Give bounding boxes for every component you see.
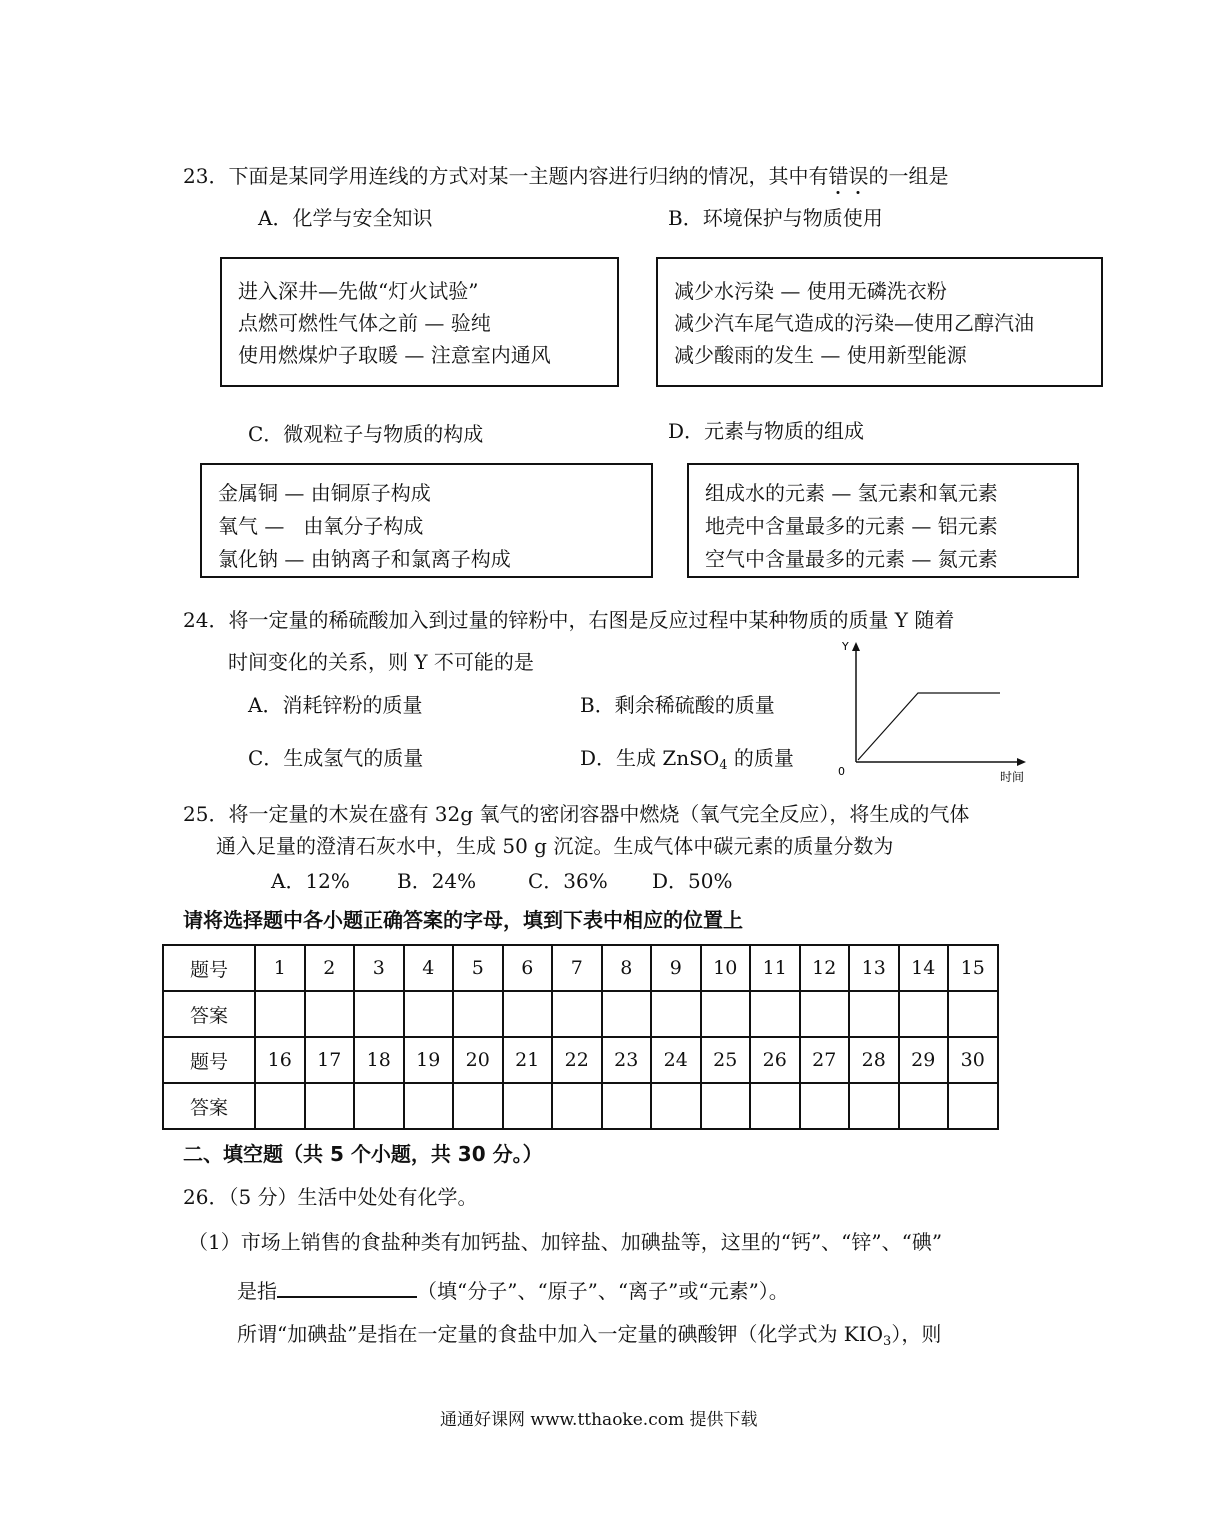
answer-cell[interactable] — [849, 1083, 899, 1129]
question-number-cell: 1 — [255, 945, 305, 991]
answer-cell[interactable] — [552, 1083, 602, 1129]
answer-cell[interactable] — [750, 991, 800, 1037]
answer-cell[interactable] — [750, 1083, 800, 1129]
question-number-cell: 14 — [899, 945, 949, 991]
q23-option-a-label: A．化学与安全知识 — [258, 206, 433, 230]
q25-option-a: A．12% — [271, 869, 350, 893]
answer-cell[interactable] — [453, 991, 503, 1037]
answer-cell[interactable] — [849, 991, 899, 1037]
q24-option-a: A．消耗锌粉的质量 — [248, 693, 423, 717]
question-number-cell: 12 — [800, 945, 850, 991]
question-number-cell: 7 — [552, 945, 602, 991]
question-number-cell: 29 — [899, 1037, 949, 1083]
q24-line-1: 24．将一定量的稀硫酸加入到过量的锌粉中，右图是反应过程中某种物质的质量 Y 随着 — [183, 608, 955, 632]
q23-option-a-box — [220, 257, 619, 387]
q23-stem-emphasis: 错误 — [828, 164, 869, 188]
q23-a-line-3: 使用燃煤炉子取暖 — 注意室内通风 — [238, 343, 551, 367]
answer-cell[interactable] — [404, 1083, 454, 1129]
question-number-cell: 30 — [948, 1037, 998, 1083]
answer-cell[interactable] — [602, 991, 652, 1037]
question-number-cell: 10 — [701, 945, 751, 991]
q26-1-line-3: 所谓“加碘盐”是指在一定量的食盐中加入一定量的碘酸钾（化学式为 $KIO_3$），则 — [237, 1322, 942, 1349]
answer-cell[interactable] — [503, 1083, 553, 1129]
q25-line-2: 通入足量的澄清石灰水中，生成 50 g 沉淀。生成气体中碳元素的质量分数为 — [216, 834, 894, 858]
answer-cell[interactable] — [899, 1083, 949, 1129]
question-number-cell: 8 — [602, 945, 652, 991]
answer-cell[interactable] — [701, 1083, 751, 1129]
answer-cell[interactable] — [602, 1083, 652, 1129]
q24-graph-x-arrow — [1017, 758, 1026, 766]
answer-cell[interactable] — [800, 1083, 850, 1129]
q23-d-line-1: 组成水的元素 — 氢元素和氧元素 — [705, 481, 998, 505]
question-number-cell: 16 — [255, 1037, 305, 1083]
answer-cell[interactable] — [899, 991, 949, 1037]
q24-option-b: B．剩余稀硫酸的质量 — [580, 693, 775, 717]
q23-d-line-2: 地壳中含量最多的元素 — 铝元素 — [705, 514, 998, 538]
table-row — [163, 945, 998, 991]
question-number-cell: 25 — [701, 1037, 751, 1083]
answer-cell[interactable] — [305, 991, 355, 1037]
row-label-answer: 答案 — [163, 1083, 255, 1129]
q26-title: 26．（5 分）生活中处处有化学。 — [183, 1185, 478, 1209]
question-number-cell: 23 — [602, 1037, 652, 1083]
answer-cell[interactable] — [503, 991, 553, 1037]
q23-a-line-2: 点燃可燃性气体之前 — 验纯 — [238, 311, 491, 335]
q23-option-c-label: C．微观粒子与物质的构成 — [248, 422, 484, 446]
question-number-cell: 17 — [305, 1037, 355, 1083]
question-number-cell: 3 — [354, 945, 404, 991]
q26-1-answer-blank[interactable] — [277, 1276, 417, 1298]
question-number-cell: 28 — [849, 1037, 899, 1083]
answer-cell[interactable] — [354, 1083, 404, 1129]
answer-table — [162, 944, 999, 1130]
q25-option-d: D．50% — [652, 869, 733, 893]
answer-cell[interactable] — [800, 991, 850, 1037]
answer-cell[interactable] — [948, 991, 998, 1037]
table-row — [163, 1083, 998, 1129]
question-number-cell: 9 — [651, 945, 701, 991]
q23-option-b-box — [656, 257, 1103, 387]
q24-option-d: D．生成 ZnSO$_4$ 的质量 — [580, 746, 794, 773]
q23-option-b-label: B．环境保护与物质使用 — [668, 206, 883, 230]
q23-d-line-3: 空气中含量最多的元素 — 氮元素 — [705, 547, 998, 571]
question-number-cell: 19 — [404, 1037, 454, 1083]
row-label-answer: 答案 — [163, 991, 255, 1037]
question-number-cell: 5 — [453, 945, 503, 991]
table-row — [163, 1037, 998, 1083]
question-number-cell: 26 — [750, 1037, 800, 1083]
q24-option-c: C．生成氢气的质量 — [248, 746, 424, 770]
q23-option-c-box — [200, 463, 653, 578]
q25-line-1: 25．将一定量的木炭在盛有 32g 氧气的密闭容器中燃烧（氧气完全反应），将生成的气体 — [183, 802, 970, 826]
answer-cell[interactable] — [255, 1083, 305, 1129]
section-2-title: 二、填空题（共 5 个小题，共 30 分。） — [183, 1142, 543, 1166]
question-number-cell: 4 — [404, 945, 454, 991]
q23-a-line-1: 进入深井—先做“灯火试验” — [238, 279, 479, 303]
question-number-cell: 2 — [305, 945, 355, 991]
q24-graph-y-arrow — [852, 642, 860, 651]
question-number-cell: 13 — [849, 945, 899, 991]
q23-stem: 23．下面是某同学用连线的方式对某一主题内容进行归纳的情况，其中有错误的一组是 — [183, 164, 949, 188]
q23-c-line-1: 金属铜 — 由铜原子构成 — [218, 481, 431, 505]
answer-cell[interactable] — [651, 1083, 701, 1129]
answer-cell[interactable] — [255, 991, 305, 1037]
question-number-cell: 22 — [552, 1037, 602, 1083]
q23-option-d-box — [687, 463, 1079, 578]
row-label-question: 题号 — [163, 945, 255, 991]
q24-line-2: 时间变化的关系，则 Y 不可能的是 — [228, 650, 534, 674]
answer-cell[interactable] — [701, 991, 751, 1037]
question-number-cell: 11 — [750, 945, 800, 991]
q23-option-d-label: D．元素与物质的组成 — [668, 419, 865, 443]
answer-cell[interactable] — [305, 1083, 355, 1129]
question-number-cell: 20 — [453, 1037, 503, 1083]
question-number-cell: 18 — [354, 1037, 404, 1083]
answer-cell[interactable] — [404, 991, 454, 1037]
question-number-cell: 6 — [503, 945, 553, 991]
q24-graph — [830, 636, 1030, 786]
answer-cell[interactable] — [948, 1083, 998, 1129]
q23-b-line-3: 减少酸雨的发生 — 使用新型能源 — [674, 343, 967, 367]
question-number-cell: 15 — [948, 945, 998, 991]
question-number-cell: 24 — [651, 1037, 701, 1083]
q23-b-line-1: 减少水污染 — 使用无磷洗衣粉 — [674, 279, 947, 303]
answer-cell[interactable] — [354, 991, 404, 1037]
table-row — [163, 991, 998, 1037]
answer-instruction: 请将选择题中各小题正确答案的字母，填到下表中相应的位置上 — [183, 908, 743, 932]
q24-graph-curve — [858, 693, 1000, 760]
q23-c-line-3: 氯化钠 — 由钠离子和氯离子构成 — [218, 547, 511, 571]
q23-b-line-2: 减少汽车尾气造成的污染—使用乙醇汽油 — [674, 311, 1034, 335]
q24-graph-origin: 0 — [838, 765, 845, 778]
q25-option-b: B．24% — [397, 869, 477, 893]
answer-cell[interactable] — [552, 991, 602, 1037]
q23-c-line-2: 氧气 — 由氧分子构成 — [218, 514, 424, 538]
question-number-cell: 27 — [800, 1037, 850, 1083]
q24-graph-y-label: Y — [842, 640, 849, 653]
q26-1-line-1: （1）市场上销售的食盐种类有加钙盐、加锌盐、加碘盐等，这里的“钙”、“锌”、“碘” — [188, 1230, 943, 1254]
question-number-cell: 21 — [503, 1037, 553, 1083]
answer-cell[interactable] — [651, 991, 701, 1037]
row-label-question: 题号 — [163, 1037, 255, 1083]
q26-1-line-2: 是指 （填“分子”、“原子”、“离子”或“元素”）。 — [237, 1276, 789, 1303]
q24-graph-x-label: 时间 — [1000, 770, 1025, 784]
footer-text: 通通好课网 www.tthaoke.com 提供下载 — [440, 1410, 758, 1430]
answer-cell[interactable] — [453, 1083, 503, 1129]
q25-option-c: C．36% — [528, 869, 608, 893]
